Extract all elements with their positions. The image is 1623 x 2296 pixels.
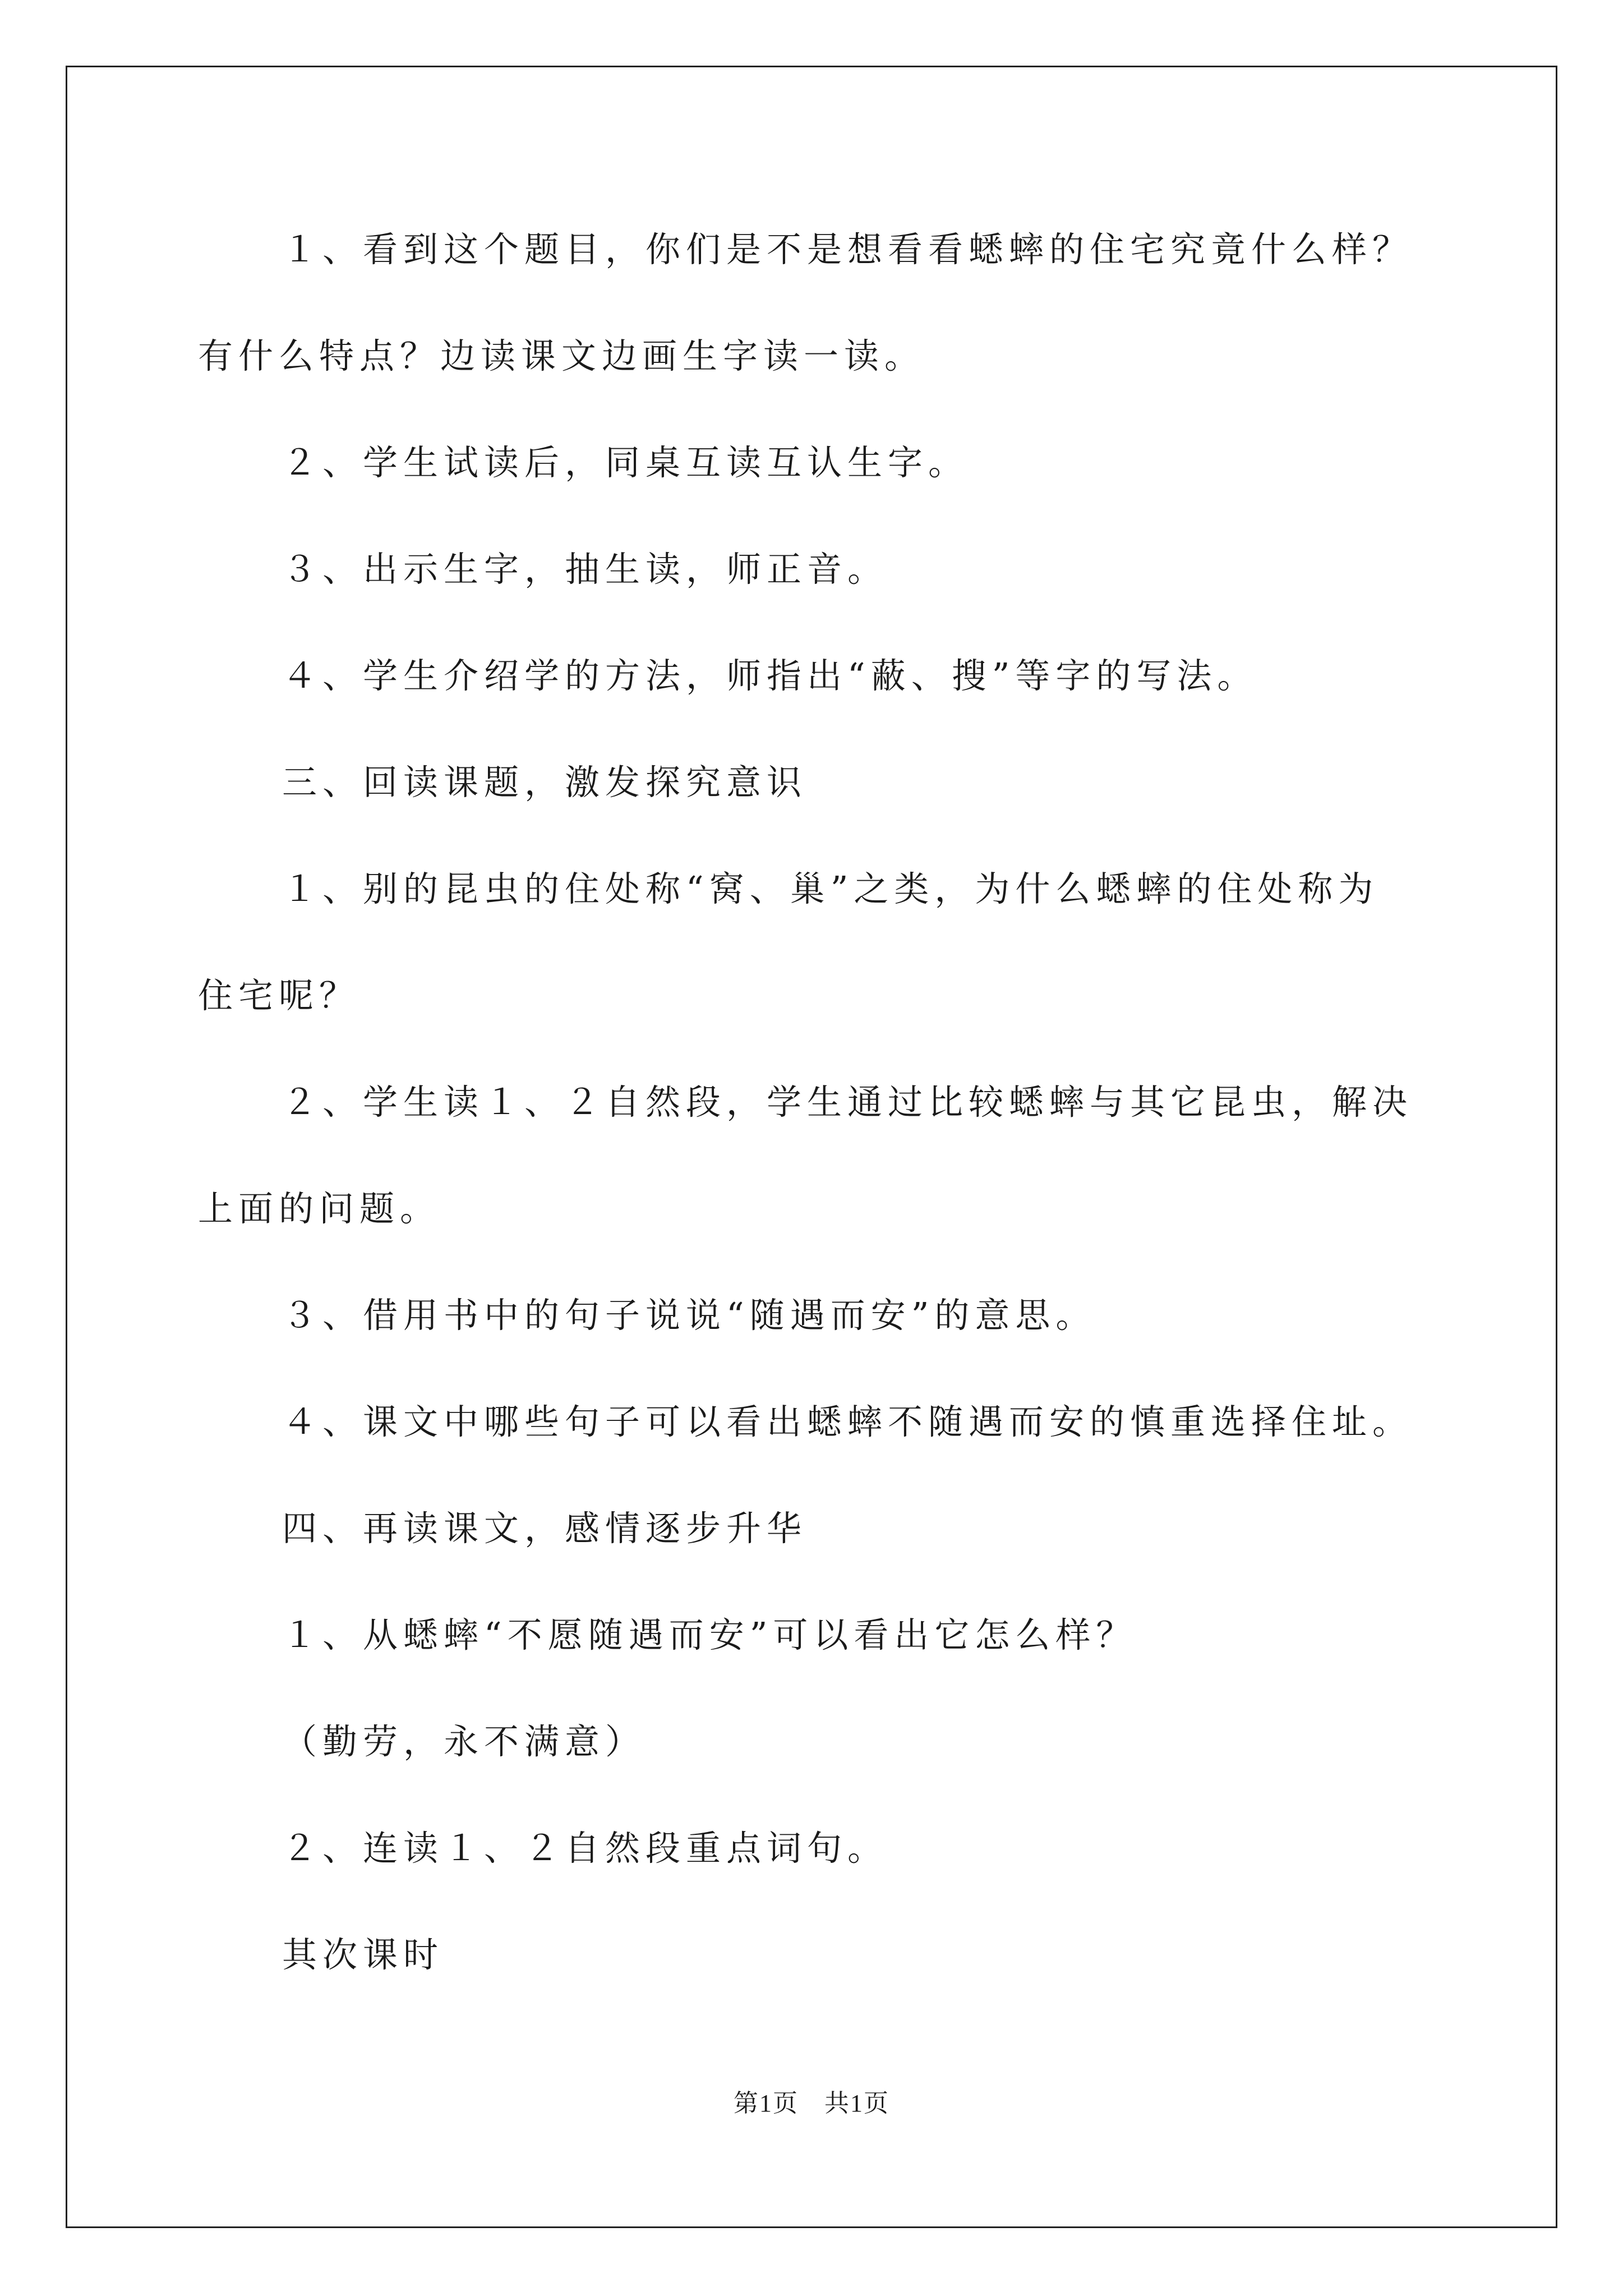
text-line: １、别的昆虫的住处称“窝、巢”之类，为什么蟋蟀的住处称为 <box>282 868 1379 909</box>
section-heading: 四、再读课文，感情逐步升华 <box>282 1508 808 1549</box>
page-footer: 第1页 共1页 <box>734 2090 889 2117</box>
section-heading: 三、回读课题，激发探究意识 <box>282 762 808 803</box>
section-heading: 其次课时 <box>282 1934 444 1975</box>
text-line: １、从蟋蟀“不愿随遇而安”可以看出它怎么样？ <box>282 1614 1137 1655</box>
text-line: １、看到这个题目，你们是不是想看看蟋蟀的住宅究竟什么样？ <box>282 229 1413 270</box>
text-line: （勤劳，永不满意） <box>282 1721 646 1762</box>
text-line: 有什么特点？边读课文边画生字读一读。 <box>198 335 925 376</box>
text-line: ４、学生介绍学的方法，师指出“蔽、搜”等字的写法。 <box>282 655 1258 696</box>
text-line: 上面的问题。 <box>198 1188 441 1229</box>
text-line: ３、出示生字，抽生读，师正音。 <box>282 549 888 590</box>
page-border <box>66 66 1557 2228</box>
text-line: ２、学生读１、２自然段，学生通过比较蟋蟀与其它昆虫，解决 <box>282 1082 1413 1122</box>
text-line: ２、学生试读后，同桌互读互认生字。 <box>282 442 969 483</box>
text-line: ２、连读１、２自然段重点词句。 <box>282 1828 888 1869</box>
text-line: ３、借用书中的句子说说“随遇而安”的意思。 <box>282 1295 1096 1336</box>
text-line: ４、课文中哪些句子可以看出蟋蟀不随遇而安的慎重选择住址。 <box>282 1401 1413 1442</box>
text-line: 住宅呢？ <box>198 975 360 1016</box>
